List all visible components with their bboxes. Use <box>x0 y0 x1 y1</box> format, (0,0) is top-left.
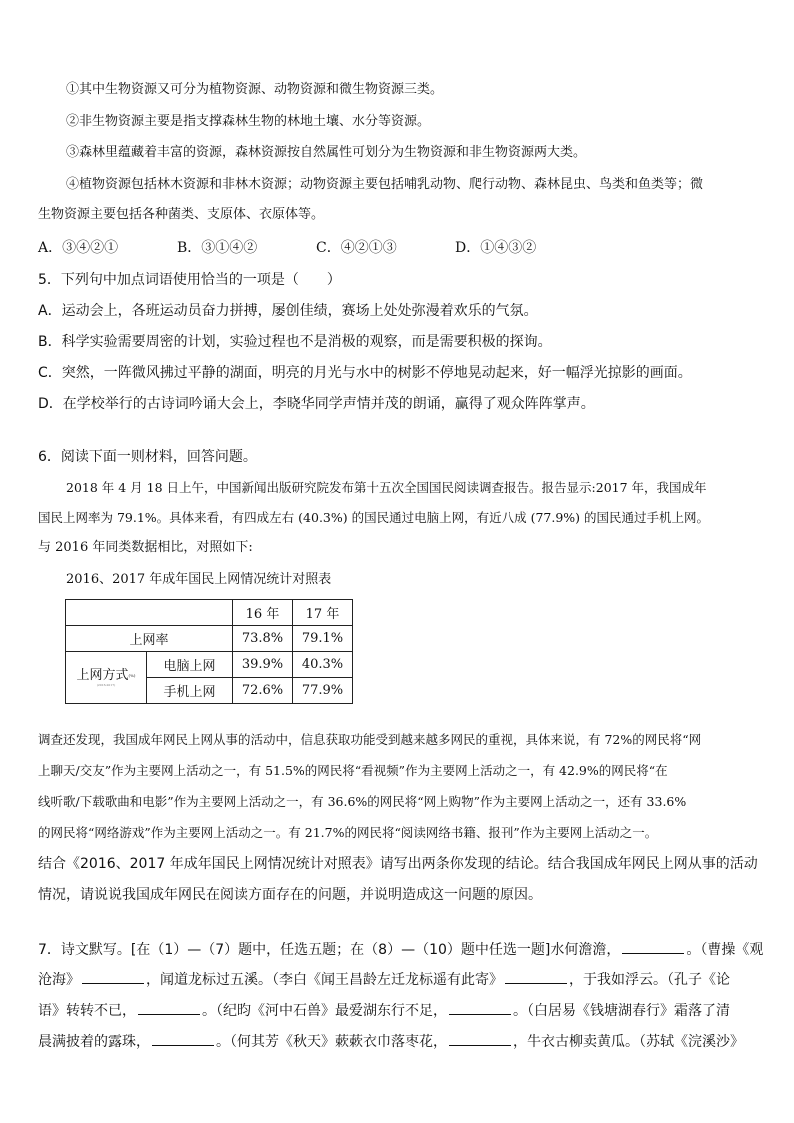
q7-text: 。（何其芳《秋天》蔌蔌衣巾落枣花， <box>216 1034 447 1050</box>
q4-option-a: A．③④②① <box>38 240 119 256</box>
q4-item-2: ②非生物资源主要是指支撑森林生物的林地土壤、水分等资源。 <box>66 114 431 129</box>
table-cell: 40.3% <box>293 652 353 678</box>
table-group-label: 上网方式 <box>76 668 129 683</box>
q7-line1 <box>38 939 763 960</box>
q6-para2-line3: 线听歌/下载歌曲和电影”作为主要网上活动之一，有 36.6%的网民将“网上购物”作为主要网上活动之一，还有 33.6% <box>38 794 687 809</box>
answer-blank[interactable] <box>138 1000 200 1015</box>
table-cell: 73.8% <box>233 626 293 652</box>
table-cell: 77.9% <box>293 678 353 704</box>
q6-question-line2: 情况，请说说我国成年网民在阅读方面存在的问题，并说明造成这一问题的原因。 <box>38 887 542 903</box>
q7-text: 7．诗文默写。[在（1）—（7）题中，任选五题；在（8）—（10）题中任选一题]水何澹澹， <box>38 942 621 958</box>
q5-stem: 5．下列句中加点词语使用恰当的一项是（ ） <box>38 272 341 288</box>
table-corner-cell <box>66 600 233 626</box>
table-row <box>66 652 353 678</box>
q6-question-line1: 结合《2016、2017 年成年国民上网情况统计对照表》请写出两条你发现的结论。结合我国成年网民上网从事的活动 <box>38 856 758 872</box>
table-row <box>66 626 353 652</box>
q7-line3 <box>38 1000 730 1021</box>
q6-stem: 6．阅读下面一则材料，回答问题。 <box>38 449 257 465</box>
q5-option-c: C．突然，一阵微风拂过平静的湖面，明亮的月光与水中的树影不停地晃动起来，好一幅浮光掠影的画面。 <box>38 365 692 381</box>
answer-blank[interactable] <box>152 1031 214 1046</box>
q7-text: ，牛衣古柳卖黄瓜。（苏轼《浣溪沙》 <box>513 1034 744 1050</box>
q5-option-a: A．运动会上，各班运动员奋力拼搏，屡创佳绩，赛场上处处弥漫着欢乐的气氛。 <box>38 303 538 319</box>
answer-blank[interactable] <box>622 939 684 954</box>
answer-blank[interactable] <box>449 1031 511 1046</box>
q7-text: 沧海》 <box>38 972 80 988</box>
q7-line4 <box>38 1031 744 1052</box>
answer-blank[interactable] <box>449 1000 511 1015</box>
q6-para1-line1: 2018 年 4 月 18 日上午，中国新闻出版研究院发布第十五次全国国民阅读调查报告。报告显示:2017 年，我国成年 <box>66 480 707 495</box>
q7-text: 晨满披着的露珠， <box>38 1034 150 1050</box>
q4-option-d: D．①④③② <box>455 240 537 256</box>
q4-option-b: B．③①④② <box>177 240 258 256</box>
q7-text: 语》转转不已， <box>38 1003 136 1019</box>
table-row-label: 上网率 <box>66 626 233 652</box>
q6-para2-line2: 上聊天/交友”作为主要网上活动之一，有 51.5%的网民将“看视频”作为主要网上活动之一，有 42.9%的网民将“在 <box>38 763 668 778</box>
table-row-label: 手机上网 <box>147 678 233 704</box>
q6-stat-table-wrap <box>38 599 353 704</box>
table-cell: 39.9% <box>233 652 293 678</box>
q4-item-4b: 生物资源主要包括各种菌类、支原体、衣原体等。 <box>38 207 325 222</box>
q6-stat-table <box>65 599 353 704</box>
q4-item-3: ③森林里蕴藏着丰富的资源，森林资源按自然属性可划分为生物资源和非生物资源两大类。 <box>66 145 587 160</box>
q4-options <box>38 238 594 258</box>
q6-para2-line4: 的网民将“网络游戏”作为主要网上活动之一。有 21.7%的网民将“阅读网络书籍、报刊”作为主要网上活动之一。 <box>38 825 658 840</box>
q6-para2-line1: 调查还发现，我国成年网民上网从事的活动中，信息获取功能受到越来越多网民的重视，具体来说，有 72%的网民将“网 <box>38 732 702 747</box>
answer-blank[interactable] <box>82 969 144 984</box>
table-group-small-mark: (%) <box>128 673 136 678</box>
table-cell: 72.6% <box>233 678 293 704</box>
table-header-row <box>66 600 353 626</box>
table-row-label: 电脑上网 <box>147 652 233 678</box>
q7-text: ，闻道龙标过五溪。（李白《闻王昌龄左迁龙标遥有此寄》 <box>146 972 503 988</box>
table-cell: 79.1% <box>293 626 353 652</box>
q5-option-b: B．科学实验需要周密的计划，实验过程也不是消极的观察，而是需要积极的探询。 <box>38 334 552 350</box>
table-col-header: 16 年 <box>233 600 293 626</box>
q6-para1-line3: 与 2016 年同类数据相比，对照如下: <box>38 540 253 555</box>
q4-item-1: ①其中生物资源又可分为植物资源、动物资源和微生物资源三类。 <box>66 82 444 97</box>
table-group-small-note: (2016-2017) <box>96 683 116 687</box>
q6-para1-line2: 国民上网率为 79.1%。具体来看，有四成左右 (40.3%) 的国民通过电脑上网，有近八成 (77.9%) 的国民通过手机上网。 <box>38 510 710 525</box>
q5-option-d: D．在学校举行的古诗词吟诵大会上，李晓华同学声情并茂的朗诵，赢得了观众阵阵掌声。 <box>38 396 595 412</box>
table-col-header: 17 年 <box>293 600 353 626</box>
q4-option-c: C．④②①③ <box>316 240 397 256</box>
q7-text: 。（纪昀《河中石兽》最爱湖东行不足， <box>202 1003 447 1019</box>
q7-text: ，于我如浮云。（孔子《论 <box>569 972 730 988</box>
answer-blank[interactable] <box>505 969 567 984</box>
table-group-label-cell <box>66 652 147 704</box>
q7-line2 <box>38 969 730 990</box>
q4-item-4a: ④植物资源包括林木资源和非林木资源；动物资源主要包括哺乳动物、爬行动物、森林昆虫、鸟类和鱼类等；微 <box>66 177 704 192</box>
q6-table-title: 2016、2017 年成年国民上网情况统计对照表 <box>66 572 332 587</box>
q7-text: 。（白居易《钱塘湖春行》霜落了清 <box>513 1003 730 1019</box>
q7-text: 。（曹操《观 <box>686 942 764 958</box>
